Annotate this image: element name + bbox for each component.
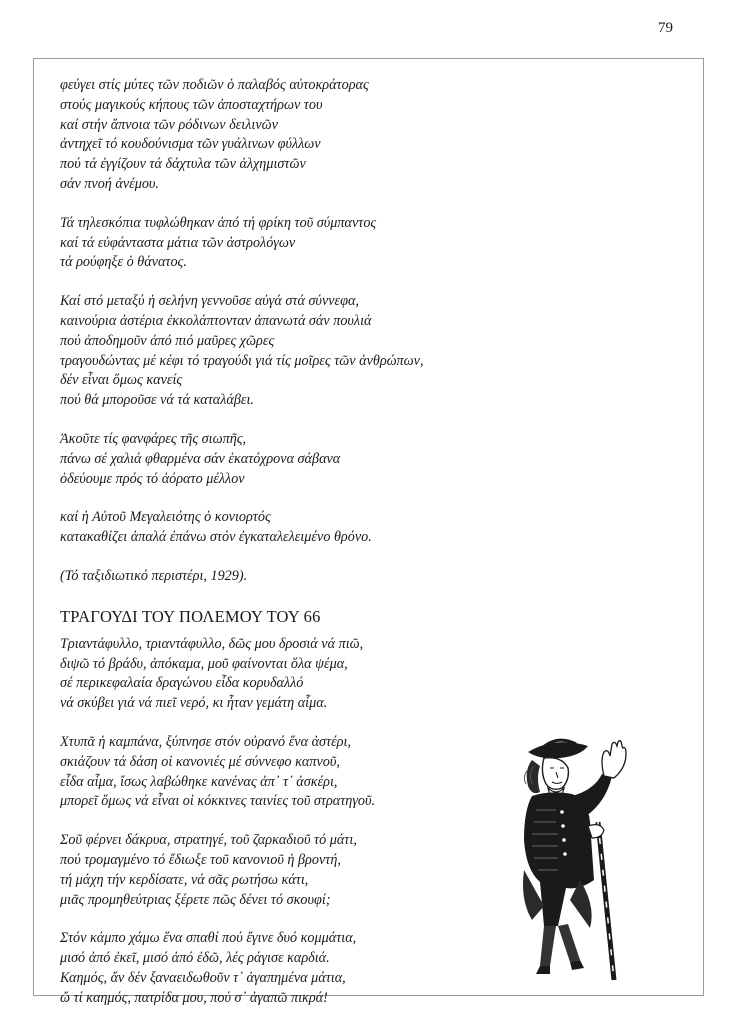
stanza: [60, 508, 520, 548]
poem-line: Καί στό μεταξύ ἡ σελήνη γεννοῦσε αὐγά στά σύννεφα,: [60, 293, 359, 310]
stanza: [60, 430, 520, 489]
poem-line: μπορεῖ ὅμως νά εἶναι οἱ κόκκινες ταινίες τοῦ στρατηγοῦ.: [60, 793, 376, 810]
poem-line: καί στήν ἄπνοια τῶν ρόδινων δειλινῶν: [60, 116, 278, 133]
poem-title: ΤΡΑΓΟΥΔΙ ΤΟΥ ΠΟΛΕΜΟΥ ΤΟΥ 66: [60, 606, 321, 626]
poem-line: καί τά εὐφάνταστα μάτια τῶν ἀστρολόγων: [60, 234, 296, 251]
poem-line: τραγουδώντας μέ κέφι τό τραγούδι γιά τίς μοῖρες τῶν ἀνθρώπων,: [60, 352, 424, 369]
poem-line: Στόν κάμπο χάμω ἕνα σπαθί πού ἔγινε δυό κομμάτια,: [60, 930, 357, 947]
poem-line: πού θά μποροῦσε νά τά καταλάβει.: [60, 392, 254, 409]
poem-source-caption: (Τό ταξιδιωτικό περιστέρι, 1929).: [60, 567, 248, 584]
poem-line: ἀντηχεῖ τό κουδούνισμα τῶν γυάλινων φύλλων: [60, 136, 321, 153]
poem-line: φεύγει στίς μύτες τῶν ποδιῶν ὁ παλαβός αὐτοκράτορας: [60, 77, 369, 93]
poem-line: νά σκύβει γιά νά πιεῖ νερό, κι ἦταν γεμάτη αἷμα.: [60, 695, 328, 712]
poem-line: δέν εἶναι ὅμως κανείς: [60, 372, 183, 389]
stanza: [60, 831, 520, 910]
poem-line: πού ἀποδημοῦν ἀπό πιό μαῦρες χῶρες: [60, 332, 275, 349]
stanza: [60, 214, 520, 273]
poem-line: μισό ἀπό ἐκεῖ, μισό ἀπό ἐδῶ, λές ράγισε καρδιά.: [60, 950, 330, 967]
poem-line: Τριαντάφυλλο, τριαντάφυλλο, δῶς μου δροσιά νά πιῶ,: [60, 635, 364, 652]
stanza: [60, 292, 520, 411]
poem-line: πού τά ἐγγίζουν τά δάχτυλα τῶν ἀλχημιστῶν: [60, 156, 306, 173]
poem-line: Ἀκοῦτε τίς φανφάρες τῆς σιωπῆς,: [60, 430, 247, 447]
poem-line: σάν πνοή ἀνέμου.: [60, 175, 159, 192]
poem-line: πάνω σέ χαλιά φθαρμένα σάν ἑκατόχρονα σάβανα: [60, 450, 341, 467]
poem-line: μιᾶς προμηθεύτριας ξέρετε πῶς δένει τό σκουφί;: [60, 891, 331, 908]
stanza: [60, 635, 520, 714]
poem-line: σκιάζουν τά δάση οἱ κανονιές μέ σύννεφο καπνοῦ,: [60, 753, 340, 770]
poem-line: καί ἡ Αὐτοῦ Μεγαλειότης ὁ κονιορτός: [60, 509, 271, 526]
poem-line: Τά τηλεσκόπια τυφλώθηκαν ἀπό τή φρίκη τοῦ σύμπαντος: [60, 214, 377, 231]
poem-content: [60, 76, 520, 1027]
poem-line: ὤ τί καημός, πατρίδα μου, πού σ᾽ ἀγαπῶ πικρά!: [60, 989, 328, 1006]
poem-line: διψῶ τό βράδυ, ἀπόκαμα, μοῦ φαίνονται ὅλα ψέμα,: [60, 655, 348, 672]
poem-line: σέ περικεφαλαία δραγώνου εἶδα κορυδαλλό: [60, 675, 304, 692]
stanza: [60, 76, 520, 195]
poem-line: ὁδεύουμε πρός τό ἀόρατο μέλλον: [60, 470, 245, 487]
poem-line: εἶδα αἷμα, ἴσως λαβώθηκε κανένας ἀπ᾽ τ᾽ ἀσκέρι,: [60, 773, 338, 790]
page-number: 79: [658, 20, 673, 36]
poem-line: στούς μαγικούς κήπους τῶν ἀποσταχτήρων του: [60, 96, 323, 113]
stanza: [60, 733, 520, 812]
poem-line: Σοῦ φέρνει δάκρυα, στρατηγέ, τοῦ ζαρκαδιοῦ τό μάτι,: [60, 832, 357, 849]
soldier-engraving-icon: [510, 730, 658, 986]
poem-line: τή μάχη τήν κερδίσατε, νά σᾶς ρωτήσω κάτι,: [60, 871, 309, 888]
poem-line: καινούρια ἀστέρια ἐκκολάπτονταν ἀπανωτά σάν πουλιά: [60, 312, 372, 329]
poem-line: κατακαθίζει ἁπαλά ἐπάνω στόν ἐγκαταλελειμένο θρόνο.: [60, 529, 372, 546]
poem-line: Καημός, ἄν δέν ξαναειδωθοῦν τ᾽ ἀγαπημένα μάτια,: [60, 969, 346, 986]
poem-line: τά ρούφηξε ὁ θάνατος.: [60, 254, 187, 271]
stanza: [60, 929, 520, 1008]
poem-line: πού τρομαγμένο τό ἔδιωξε τοῦ κανονιοῦ ἡ βροντή,: [60, 851, 341, 868]
poem-line: Χτυπᾶ ἡ καμπάνα, ξύπνησε στόν οὐρανό ἕνα ἀστέρι,: [60, 733, 351, 750]
